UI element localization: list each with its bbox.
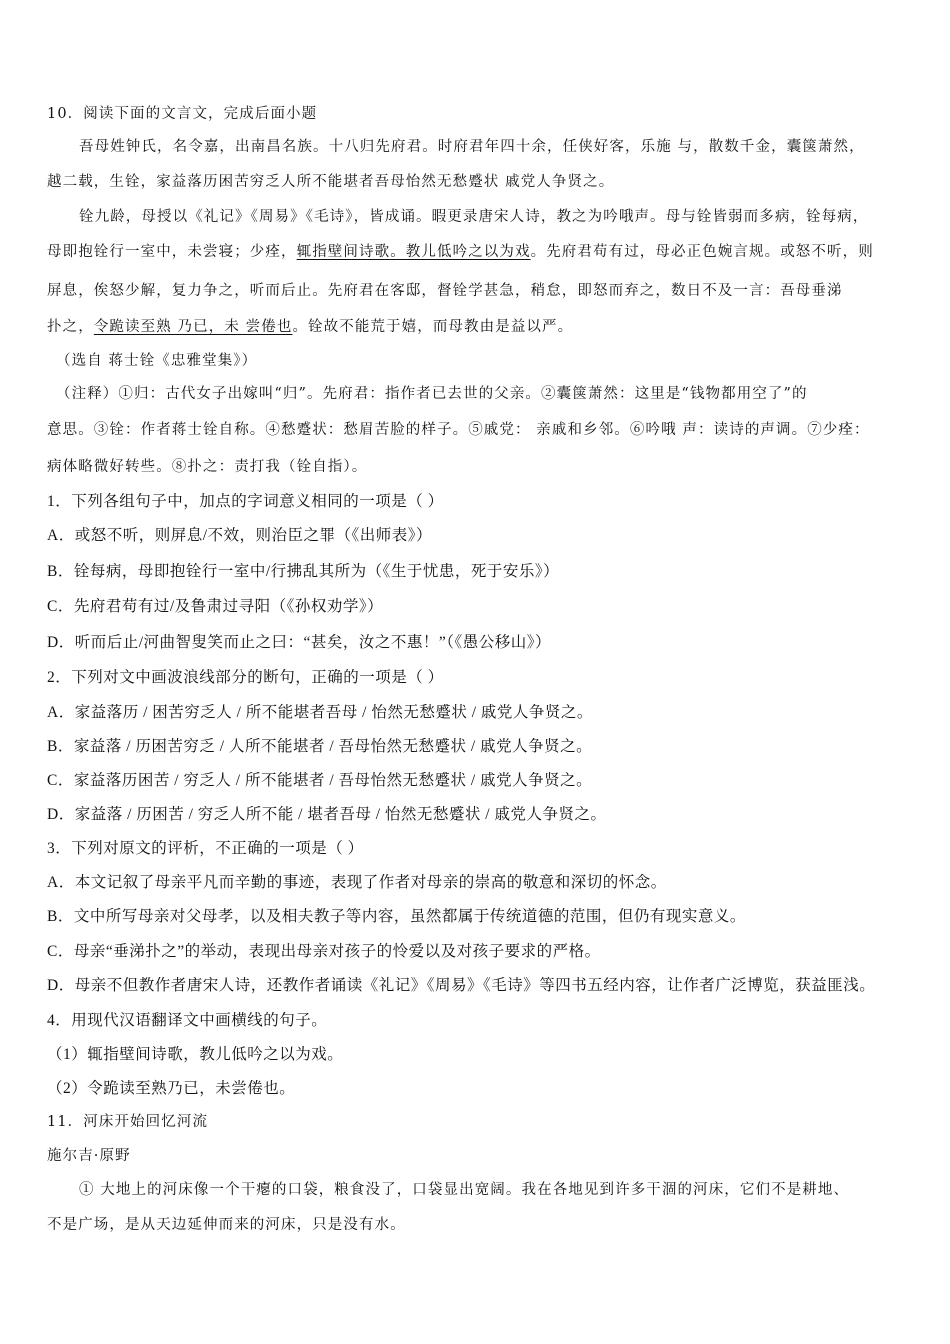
- notes-line3: 病体略微好转些。⑧扑之：责打我（铨自指）。: [47, 459, 368, 475]
- question-3-option-c: C．母亲“垂涕扑之”的举动，表现出母亲对孩子的怜爱以及对孩子要求的严格。: [47, 943, 601, 960]
- passage-source: （选自 蒋士铨《忠雅堂集》）: [56, 353, 258, 369]
- question-2-option-c: C．家益落历困苦 / 穷乏人 / 所不能堪者 / 吾母怡然无愁蹙状 / 戚党人争贤之。: [47, 772, 593, 789]
- passage-p2-line3: 屏息，俟怒少解，复力争之，听而后止。先府君在客邸，督铨学甚急，稍怠，即怒而弃之，数日不及一言：吾母垂涕: [47, 283, 843, 299]
- question-4-item-1: （1）辄指壁间诗歌，教儿低吟之以为戏。: [47, 1046, 344, 1063]
- question-4-item-2: （2）令跪读至熟乃已，未尝倦也。: [47, 1080, 296, 1097]
- passage-p2-line2: [47, 242, 910, 262]
- question-1-stem: 1．下列各组句子中，加点的字词意义相同的一项是（ ）: [47, 493, 444, 510]
- question-4-stem: 4．用现代汉语翻译文中画横线的句子。: [47, 1012, 328, 1029]
- passage-p2-line2-b: 。先府君苟有过，母必正色婉言规。或怒不听，则: [530, 244, 874, 260]
- question-3-stem: 3．下列对原文的评析，不正确的一项是（ ）: [47, 840, 364, 857]
- notes-line2: 意思。③铨：作者蒋士铨自称。④愁蹙状：愁眉苦脸的样子。⑤戚党： 亲戚和乡邻。⑥吟哦 声：读诗的声调。⑦少痊：: [47, 422, 870, 438]
- passage-p2-line4-a: 扑之，: [47, 319, 94, 335]
- q10-heading: 10．阅读下面的文言文，完成后面小题: [47, 106, 318, 122]
- passage-p2-line1: 铨九龄，母授以《礼记》《周易》《毛诗》，皆成诵。暇更录唐宋人诗，教之为吟哦声。母与铨皆弱而多病，铨每病，: [79, 209, 869, 225]
- question-1-option-b: B．铨每病，母即抱铨行一室中/行拂乱其所为（《生于忧患，死于安乐》）: [47, 563, 560, 580]
- question-2-option-b: B．家益落 / 历困苦穷乏 / 人所不能堪者 / 吾母怡然无愁蹙状 / 戚党人争贤之。: [47, 738, 593, 755]
- q11-heading: 11．河床开始回忆河流: [47, 1114, 209, 1130]
- notes-line1: （注释）①归：古代女子出嫁叫“归”。先府君：指作者已去世的父亲。②囊箧萧然：这里是“钱物都用空了”的: [56, 386, 808, 402]
- passage-p1-line2: 越二载，生铨，家益落历困苦穷乏人所不能堪者吾母怡然无愁蹙状 戚党人争贤之。: [47, 174, 615, 190]
- underlined-sentence-2: 令跪读至熟 乃已，未 尝倦也: [93, 319, 293, 335]
- question-2-stem: 2．下列对文中画波浪线部分的断句，正确的一项是（ ）: [47, 669, 444, 686]
- question-3-option-a: A．本文记叙了母亲平凡而辛勤的事迹，表现了作者对母亲的崇高的敬意和深切的怀念。: [47, 874, 667, 891]
- question-3-option-b: B．文中所写母亲对父母孝，以及相夫教子等内容，虽然都属于传统道德的范围，但仍有现实意义。: [47, 908, 746, 925]
- passage-p2-line4-b: 。铨故不能荒于嬉，而母教由是益以严。: [292, 319, 574, 335]
- question-2-option-a: A．家益落历 / 困苦穷乏人 / 所不能堪者吾母 / 怡然无愁蹙状 / 戚党人争贤之。: [47, 704, 593, 721]
- question-1-option-a: A．或怒不听，则屏息/不效，则治臣之罪（《出师表》）: [47, 527, 433, 544]
- q11-passage-line2: 不是广场，是从天边延伸而来的河床，只是没有水。: [47, 1217, 406, 1233]
- passage-p2-line4: [47, 317, 910, 337]
- passage-p2-line2-a: 母即抱铨行一室中，未尝寝；少痊，: [47, 244, 297, 260]
- passage-p1-line1: 吾母姓钟氏，名令嘉，出南昌名族。十八归先府君。时府君年四十余，任侠好客，乐施 与，散数千金，囊箧萧然，: [79, 139, 865, 155]
- question-3-option-d: D．母亲不但教作者唐宋人诗，还教作者诵读《礼记》《周易》《毛诗》等四书五经内容，让作者广泛博览，获益匪浅。: [47, 977, 876, 994]
- q11-author: 施尔吉·原野: [47, 1148, 131, 1164]
- question-2-option-d: D．家益落 / 历困苦 / 穷乏人所不能 / 堪者吾母 / 怡然无愁蹙状 / 戚党人争贤之。: [47, 806, 607, 823]
- question-1-option-c: C．先府君苟有过/及鲁肃过寻阳（《孙权劝学》）: [47, 598, 384, 615]
- underlined-sentence-1: 辄指壁间诗歌。教儿低吟之以为戏: [296, 244, 531, 260]
- question-1-option-d: D．听而后止/河曲智叟笑而止之曰：“甚矣，汝之不惠！”（《愚公移山》）: [47, 634, 552, 651]
- q11-passage-line1: ① 大地上的河床像一个干瘪的口袋，粮食没了，口袋显出宽阔。我在各地见到许多干涸的河床，它们不是耕地、: [79, 1182, 850, 1198]
